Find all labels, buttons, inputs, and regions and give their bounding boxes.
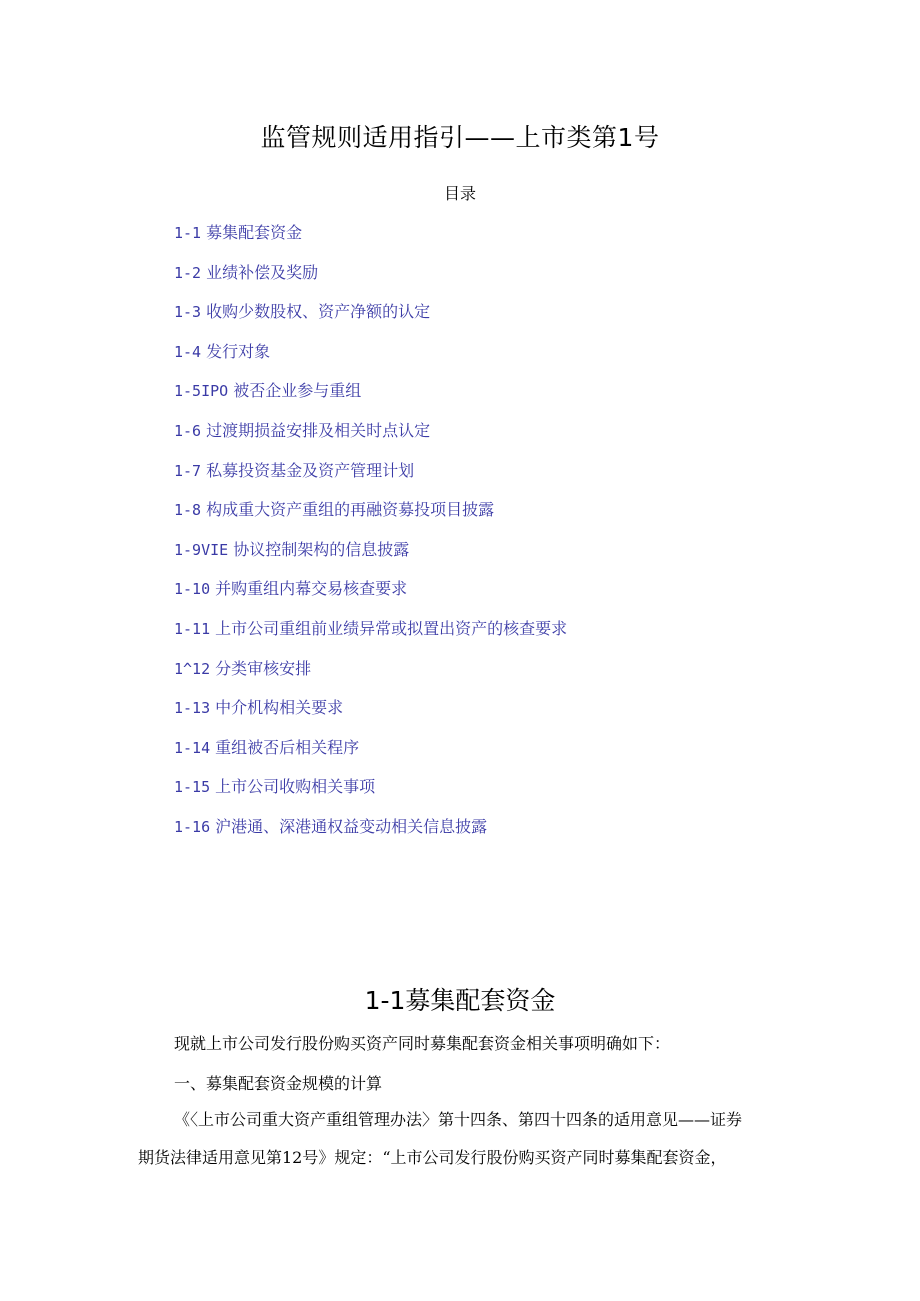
toc-label: 过渡期损益安排及相关时点认定: [206, 420, 431, 440]
table-of-contents: [174, 220, 567, 854]
toc-number: 1-9VIE: [174, 540, 229, 559]
toc-link-1-9[interactable]: [174, 537, 567, 577]
toc-label: 发行对象: [206, 341, 271, 361]
toc-link-1-8[interactable]: [174, 497, 567, 537]
toc-number: 1-2: [174, 263, 202, 282]
toc-number: 1-8: [174, 501, 202, 520]
toc-link-1-14[interactable]: [174, 735, 567, 775]
toc-link-1-15[interactable]: [174, 774, 567, 814]
toc-number: 1-11: [174, 619, 211, 638]
toc-label: 分类审核安排: [215, 658, 312, 678]
toc-link-1-6[interactable]: [174, 418, 567, 458]
toc-label: 被否企业参与重组: [233, 381, 362, 401]
toc-label: 收购少数股权、资产净额的认定: [206, 302, 431, 322]
toc-label: 私募投资基金及资产管理计划: [206, 460, 415, 480]
toc-number: 1-4: [174, 342, 202, 361]
toc-number: 1-16: [174, 817, 211, 836]
toc-label: 重组被否后相关程序: [215, 737, 360, 757]
toc-label: 协议控制架构的信息披露: [233, 539, 410, 559]
toc-link-1-3[interactable]: [174, 299, 567, 339]
toc-link-1-12[interactable]: [174, 656, 567, 696]
section-heading: 1-1募集配套资金: [364, 986, 556, 1015]
toc-link-1-4[interactable]: [174, 339, 567, 379]
toc-link-1-1[interactable]: [174, 220, 567, 260]
toc-number: 1-10: [174, 580, 211, 599]
toc-label: 上市公司重组前业绩异常或拟置出资产的核查要求: [215, 618, 568, 638]
toc-number: 1-3: [174, 303, 202, 322]
toc-label: 中介机构相关要求: [215, 698, 344, 718]
toc-link-1-13[interactable]: [174, 695, 567, 735]
toc-label: 并购重组内幕交易核查要求: [215, 579, 408, 599]
toc-link-1-16[interactable]: [174, 814, 567, 854]
body-paragraph: 期货法律适用意见第12号》规定：“上市公司发行股份购买资产同时募集配套资金，: [138, 1148, 727, 1167]
toc-number: 1-13: [174, 699, 211, 718]
toc-heading: 目录: [443, 184, 476, 203]
toc-number: 1-7: [174, 461, 202, 480]
toc-number: 1-15: [174, 778, 211, 797]
toc-link-1-2[interactable]: [174, 260, 567, 300]
body-paragraph: 现就上市公司发行股份购买资产同时募集配套资金相关事项明确如下：: [174, 1034, 671, 1053]
toc-label: 构成重大资产重组的再融资募投项目披露: [206, 500, 495, 520]
toc-number: 1-5IPO: [174, 382, 229, 401]
toc-label: 沪港通、深港通权益变动相关信息披露: [215, 816, 488, 836]
toc-label: 业绩补偿及奖励: [206, 262, 319, 282]
toc-label: 募集配套资金: [206, 223, 303, 242]
toc-link-1-5[interactable]: [174, 378, 567, 418]
toc-link-1-7[interactable]: [174, 458, 567, 498]
toc-number: 1-6: [174, 421, 202, 440]
document-title: 监管规则适用指引——上市类第1号: [260, 123, 660, 152]
toc-link-1-11[interactable]: [174, 616, 567, 656]
toc-label: 上市公司收购相关事项: [215, 777, 376, 797]
toc-number: 1^12: [174, 659, 211, 678]
toc-number: 1-14: [174, 738, 211, 757]
toc-link-1-10[interactable]: [174, 576, 567, 616]
body-paragraph: 《〈上市公司重大资产重组管理办法〉第十四条、第四十四条的适用意见——证券: [174, 1110, 743, 1129]
toc-number: 1-1: [174, 224, 202, 242]
subsection-heading: 一、募集配套资金规模的计算: [174, 1074, 383, 1093]
